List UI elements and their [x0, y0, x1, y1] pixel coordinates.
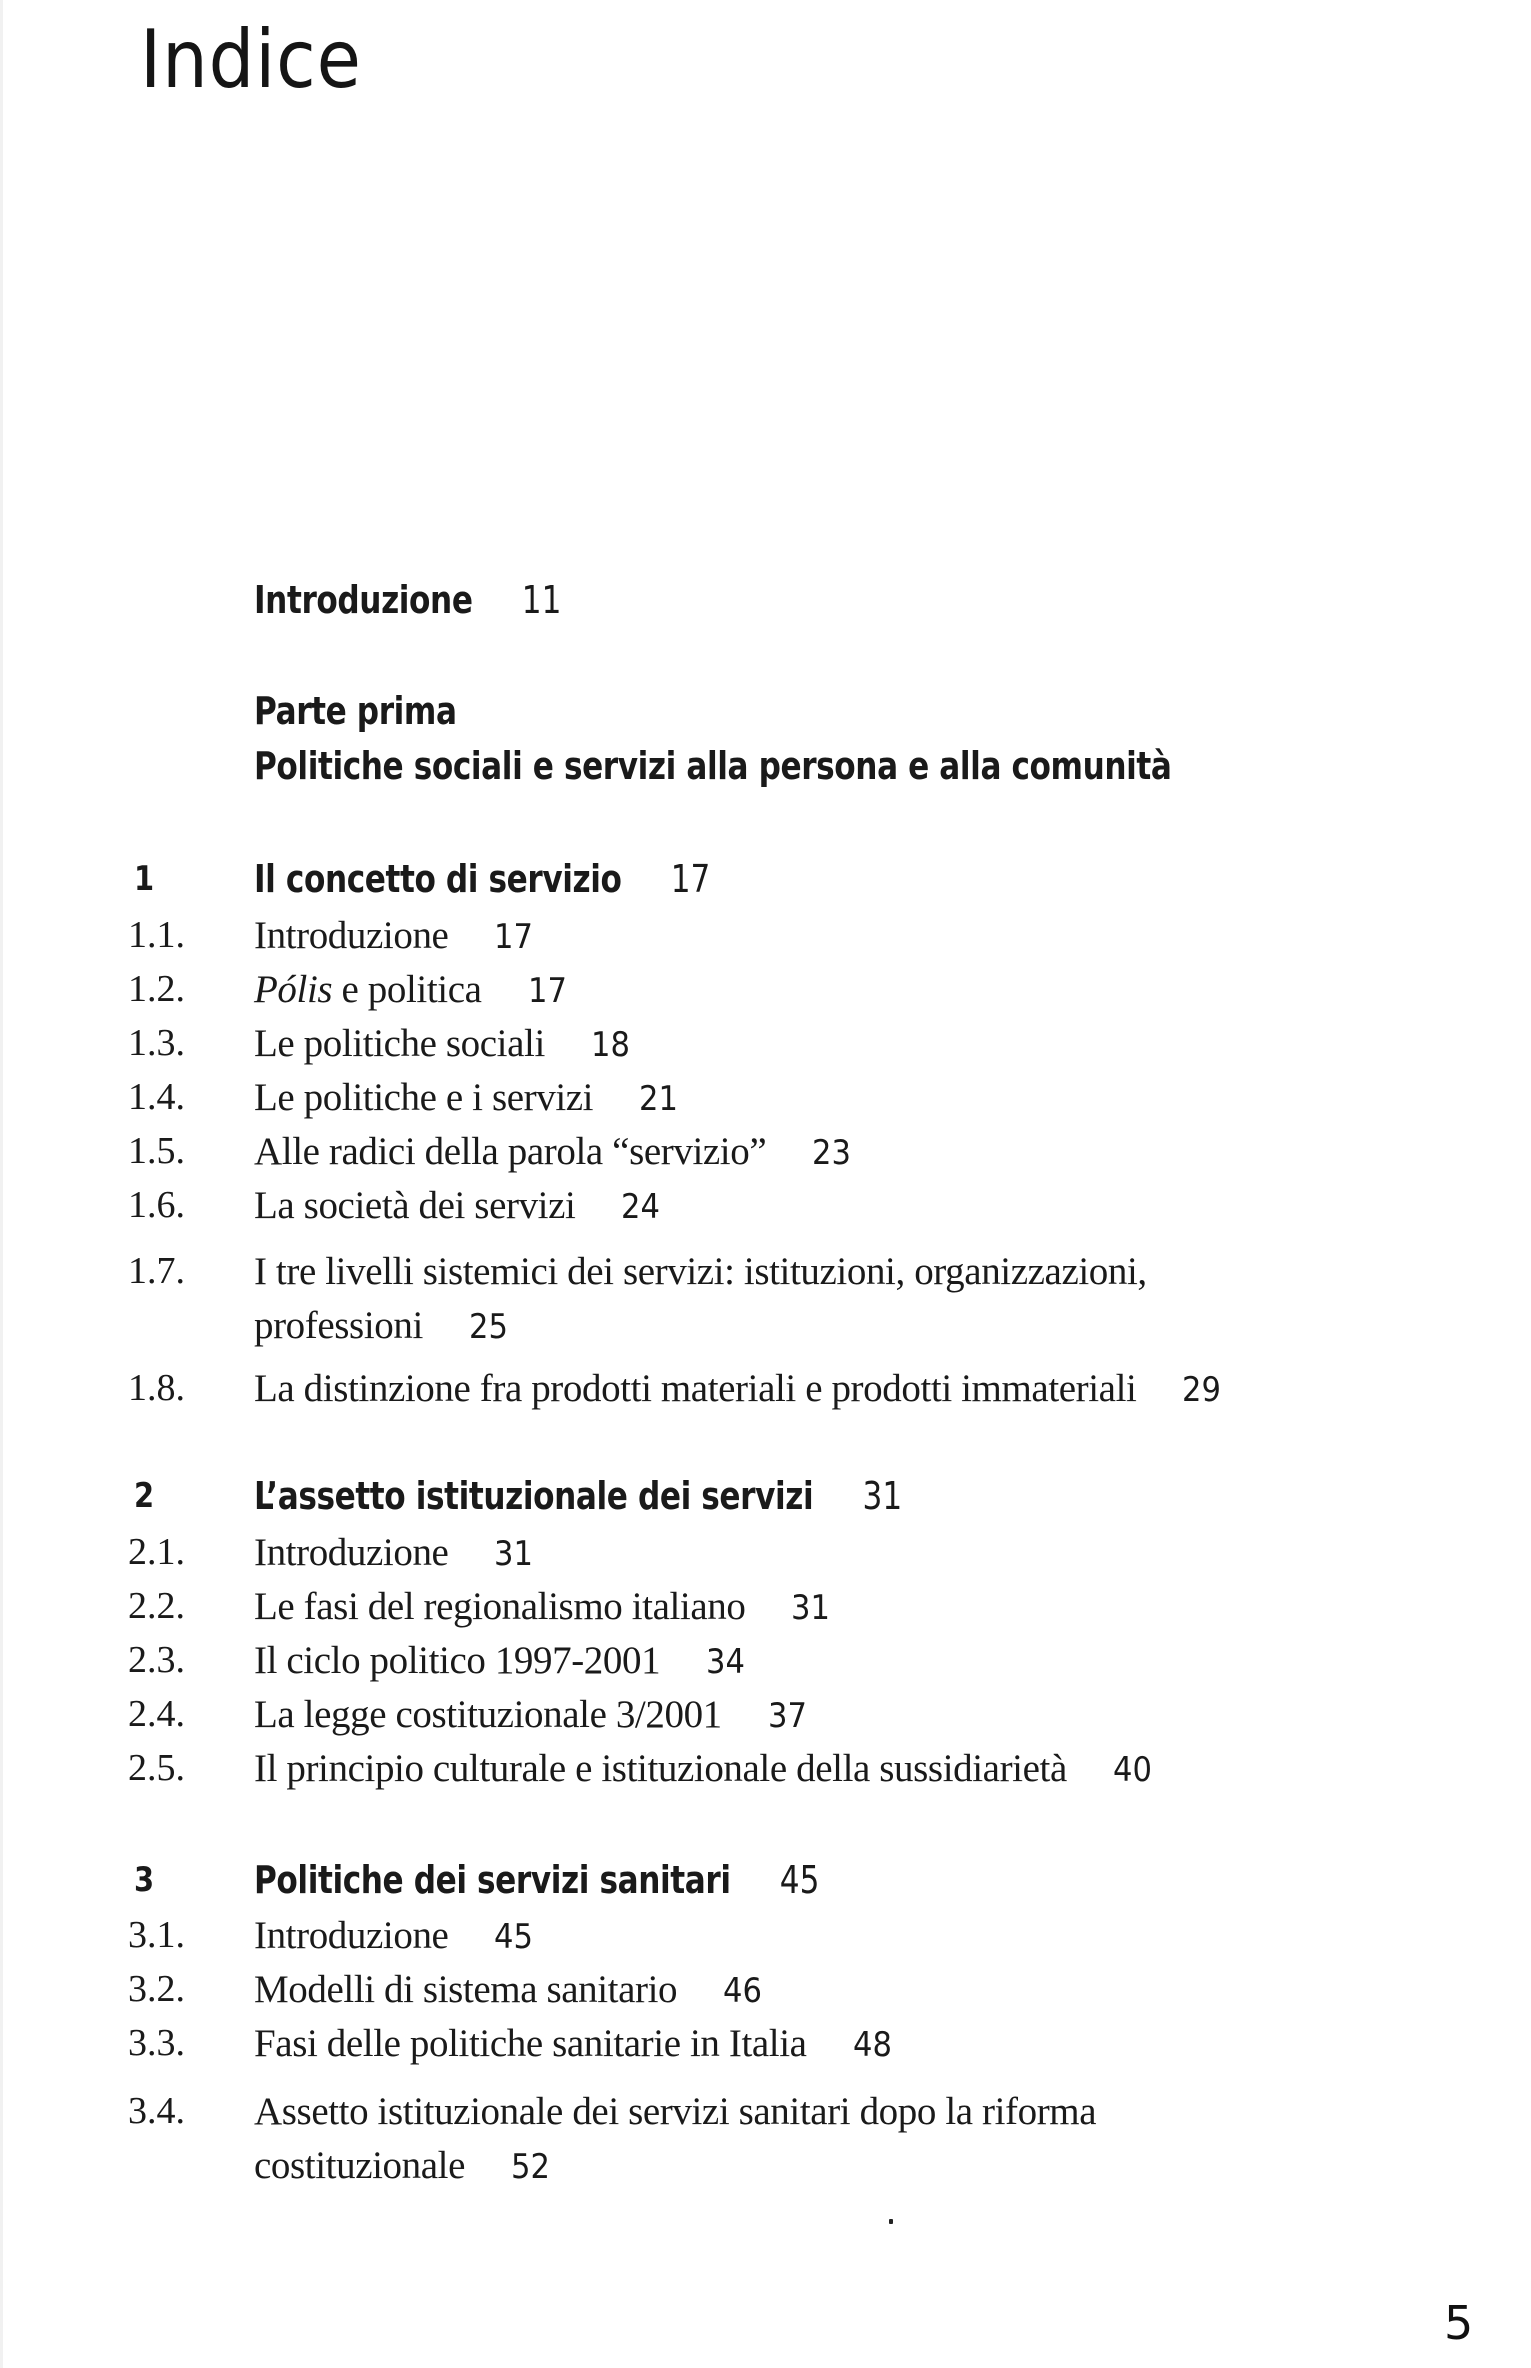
- toc-entry-section[interactable]: [254, 913, 538, 958]
- section-number: 2.3.: [128, 1639, 185, 1681]
- scan-speck: [889, 2219, 893, 2224]
- toc-entry-section-continuation[interactable]: [254, 2143, 554, 2188]
- section-number: 1.6.: [128, 1184, 185, 1226]
- page-edge: [0, 0, 3, 2368]
- entry-title: I tre livelli sistemici dei servizi: istituzioni, organizzazioni,: [254, 1250, 1147, 1293]
- page-number: 46: [723, 1971, 763, 2011]
- section-number: 2.5.: [128, 1747, 185, 1789]
- toc-entry-chapter[interactable]: [254, 857, 710, 901]
- chapter-number: 1: [134, 859, 155, 899]
- section-number: 3.1.: [128, 1914, 185, 1956]
- page-number: 40: [1112, 1750, 1152, 1790]
- section-number: 1.1.: [128, 914, 185, 956]
- page-number: 17: [670, 857, 711, 901]
- toc-entry-section[interactable]: [254, 1075, 682, 1120]
- page-number: 25: [468, 1307, 508, 1347]
- section-number: 2.1.: [128, 1531, 185, 1573]
- section-number: 1.8.: [128, 1367, 185, 1409]
- toc-entry-section-continuation[interactable]: [254, 1303, 512, 1348]
- page-number: 34: [706, 1642, 746, 1682]
- section-number: 1.3.: [128, 1022, 185, 1064]
- toc-entry-section[interactable]: [254, 967, 571, 1012]
- toc-entry-section[interactable]: [254, 1913, 538, 1958]
- chapter-number: 3: [134, 1860, 155, 1900]
- entry-title: Le politiche e i servizi: [254, 1076, 594, 1119]
- entry-title-continuation: costituzionale: [254, 2144, 465, 2187]
- page-number: 45: [494, 1917, 534, 1957]
- toc-entry-section[interactable]: [254, 1249, 1147, 1294]
- toc-entry-section[interactable]: [254, 1692, 811, 1737]
- section-number: 2.4.: [128, 1693, 185, 1735]
- part-subtitle: Politiche sociali e servizi alla persona e alla comunità: [254, 744, 1172, 788]
- entry-title: Il concetto di servizio: [254, 857, 622, 901]
- entry-title: Introduzione: [254, 914, 449, 957]
- toc-entry-section[interactable]: [254, 1129, 856, 1174]
- toc-entry-chapter[interactable]: [254, 1858, 819, 1902]
- page-number: 45: [779, 1858, 820, 1902]
- entry-title: La distinzione fra prodotti materiali e prodotti immateriali: [254, 1367, 1137, 1410]
- entry-title: Introduzione: [254, 578, 473, 622]
- toc-entry-section[interactable]: [254, 1530, 538, 1575]
- section-number: 3.2.: [128, 1968, 185, 2010]
- entry-title: La società dei servizi: [254, 1184, 576, 1227]
- page-number: 31: [791, 1588, 831, 1628]
- toc-entry-section[interactable]: [254, 1021, 634, 1066]
- entry-title: La legge costituzionale 3/2001: [254, 1693, 722, 1736]
- section-number: 2.2.: [128, 1585, 185, 1627]
- entry-title: Il principio culturale e istituzionale della sussidiarietà: [254, 1747, 1067, 1790]
- toc-entry-introduction[interactable]: [254, 578, 561, 622]
- page-folio: 5: [1444, 2296, 1474, 2350]
- section-number: 1.2.: [128, 968, 185, 1010]
- page-number: 18: [590, 1025, 630, 1065]
- entry-title: Le fasi del regionalismo italiano: [254, 1585, 746, 1628]
- part-label: Parte prima: [254, 689, 457, 733]
- page-number: 17: [494, 917, 534, 957]
- toc-entry-section[interactable]: [254, 1746, 1156, 1791]
- entry-title: Politiche dei servizi sanitari: [254, 1858, 731, 1902]
- page-number: 24: [621, 1187, 661, 1227]
- entry-title: e politica: [332, 968, 482, 1011]
- page-number: 48: [852, 2025, 892, 2065]
- section-number: 3.4.: [128, 2090, 185, 2132]
- entry-title: Fasi delle politiche sanitarie in Italia: [254, 2022, 807, 2065]
- entry-title-continuation: professioni: [254, 1304, 423, 1347]
- toc-entry-section[interactable]: [254, 2021, 896, 2066]
- entry-title: Modelli di sistema sanitario: [254, 1968, 678, 2011]
- section-number: 1.7.: [128, 1250, 185, 1292]
- page-number: 31: [862, 1474, 903, 1518]
- toc-entry-section[interactable]: [254, 1584, 835, 1629]
- page-number: 17: [527, 971, 567, 1011]
- chapter-number: 2: [134, 1476, 155, 1516]
- page-number: 31: [494, 1534, 534, 1574]
- page-number: 37: [767, 1696, 807, 1736]
- section-number: 1.4.: [128, 1076, 185, 1118]
- toc-entry-section[interactable]: [254, 1366, 1226, 1411]
- page-title: Indice: [140, 13, 362, 106]
- toc-entry-section[interactable]: [254, 2089, 1096, 2134]
- entry-title: Il ciclo politico 1997-2001: [254, 1639, 661, 1682]
- toc-entry-section[interactable]: [254, 1638, 749, 1683]
- entry-title: Alle radici della parola “servizio”: [254, 1130, 767, 1173]
- page-number: 23: [812, 1133, 852, 1173]
- entry-title: Le politiche sociali: [254, 1022, 545, 1065]
- toc-entry-chapter[interactable]: [254, 1474, 902, 1518]
- entry-title: Introduzione: [254, 1531, 449, 1574]
- section-number: 1.5.: [128, 1130, 185, 1172]
- page-number: 21: [639, 1079, 679, 1119]
- entry-title: L’assetto istituzionale dei servizi: [254, 1474, 814, 1518]
- section-number: 3.3.: [128, 2022, 185, 2064]
- page-number: 29: [1182, 1370, 1222, 1410]
- page-number: 11: [521, 578, 562, 622]
- entry-title-italic: Pólis: [254, 968, 333, 1011]
- toc-entry-section[interactable]: [254, 1183, 665, 1228]
- page-number: 52: [511, 2147, 550, 2187]
- entry-title: Assetto istituzionale dei servizi sanitari dopo la riforma: [254, 2090, 1097, 2133]
- toc-entry-section[interactable]: [254, 1967, 766, 2012]
- entry-title: Introduzione: [254, 1914, 449, 1957]
